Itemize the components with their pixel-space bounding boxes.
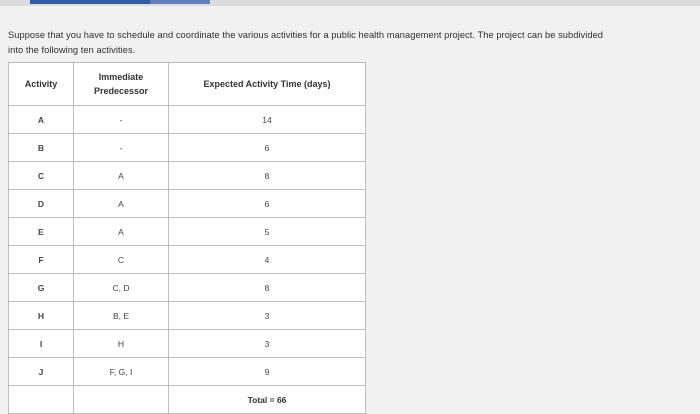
activity-cell: J bbox=[9, 358, 74, 386]
total-cell: Total = 66 bbox=[169, 386, 366, 414]
table-row bbox=[9, 302, 366, 330]
predecessor-cell: A bbox=[74, 218, 169, 246]
activity-cell: H bbox=[9, 302, 74, 330]
top-accent-bar bbox=[0, 0, 700, 6]
accent-segment bbox=[30, 0, 150, 4]
predecessor-cell: B, E bbox=[74, 302, 169, 330]
table-row bbox=[9, 330, 366, 358]
activity-table bbox=[8, 62, 366, 414]
time-cell: 5 bbox=[169, 218, 366, 246]
activity-cell: F bbox=[9, 246, 74, 274]
empty-cell bbox=[9, 386, 74, 414]
time-cell: 14 bbox=[169, 106, 366, 134]
activity-cell: A bbox=[9, 106, 74, 134]
activity-cell: B bbox=[9, 134, 74, 162]
header-time: Expected Activity Time (days) bbox=[169, 63, 366, 106]
table-row bbox=[9, 106, 366, 134]
problem-statement-line: Suppose that you have to schedule and coordinate the various activities for a public health management project. The project can be subdivided bbox=[8, 30, 604, 40]
table-row bbox=[9, 358, 366, 386]
table-row bbox=[9, 218, 366, 246]
table-header-row bbox=[9, 63, 366, 106]
predecessor-cell: - bbox=[74, 134, 169, 162]
time-cell: 3 bbox=[169, 330, 366, 358]
predecessor-cell: - bbox=[74, 106, 169, 134]
header-activity: Activity bbox=[9, 63, 74, 106]
activity-cell: E bbox=[9, 218, 74, 246]
problem-statement-line: into the following ten activities. bbox=[8, 45, 136, 55]
activity-cell: G bbox=[9, 274, 74, 302]
time-cell: 4 bbox=[169, 246, 366, 274]
activity-cell: I bbox=[9, 330, 74, 358]
total-row bbox=[9, 386, 366, 414]
predecessor-cell: A bbox=[74, 190, 169, 218]
time-cell: 8 bbox=[169, 274, 366, 302]
activity-cell: D bbox=[9, 190, 74, 218]
time-cell: 3 bbox=[169, 302, 366, 330]
header-predecessor-line: Immediate bbox=[98, 72, 144, 82]
header-predecessor bbox=[74, 63, 169, 106]
predecessor-cell: C, D bbox=[74, 274, 169, 302]
predecessor-cell: F, G, I bbox=[74, 358, 169, 386]
activity-cell: C bbox=[9, 162, 74, 190]
table-row bbox=[9, 274, 366, 302]
time-cell: 6 bbox=[169, 190, 366, 218]
table-row bbox=[9, 162, 366, 190]
predecessor-cell: C bbox=[74, 246, 169, 274]
accent-segment bbox=[150, 0, 210, 4]
predecessor-cell: H bbox=[74, 330, 169, 358]
header-predecessor-line: Predecessor bbox=[93, 86, 149, 96]
empty-cell bbox=[74, 386, 169, 414]
table-row bbox=[9, 134, 366, 162]
time-cell: 9 bbox=[169, 358, 366, 386]
time-cell: 8 bbox=[169, 162, 366, 190]
predecessor-cell: A bbox=[74, 162, 169, 190]
table-row bbox=[9, 190, 366, 218]
time-cell: 6 bbox=[169, 134, 366, 162]
table-row bbox=[9, 246, 366, 274]
problem-statement bbox=[8, 28, 668, 58]
